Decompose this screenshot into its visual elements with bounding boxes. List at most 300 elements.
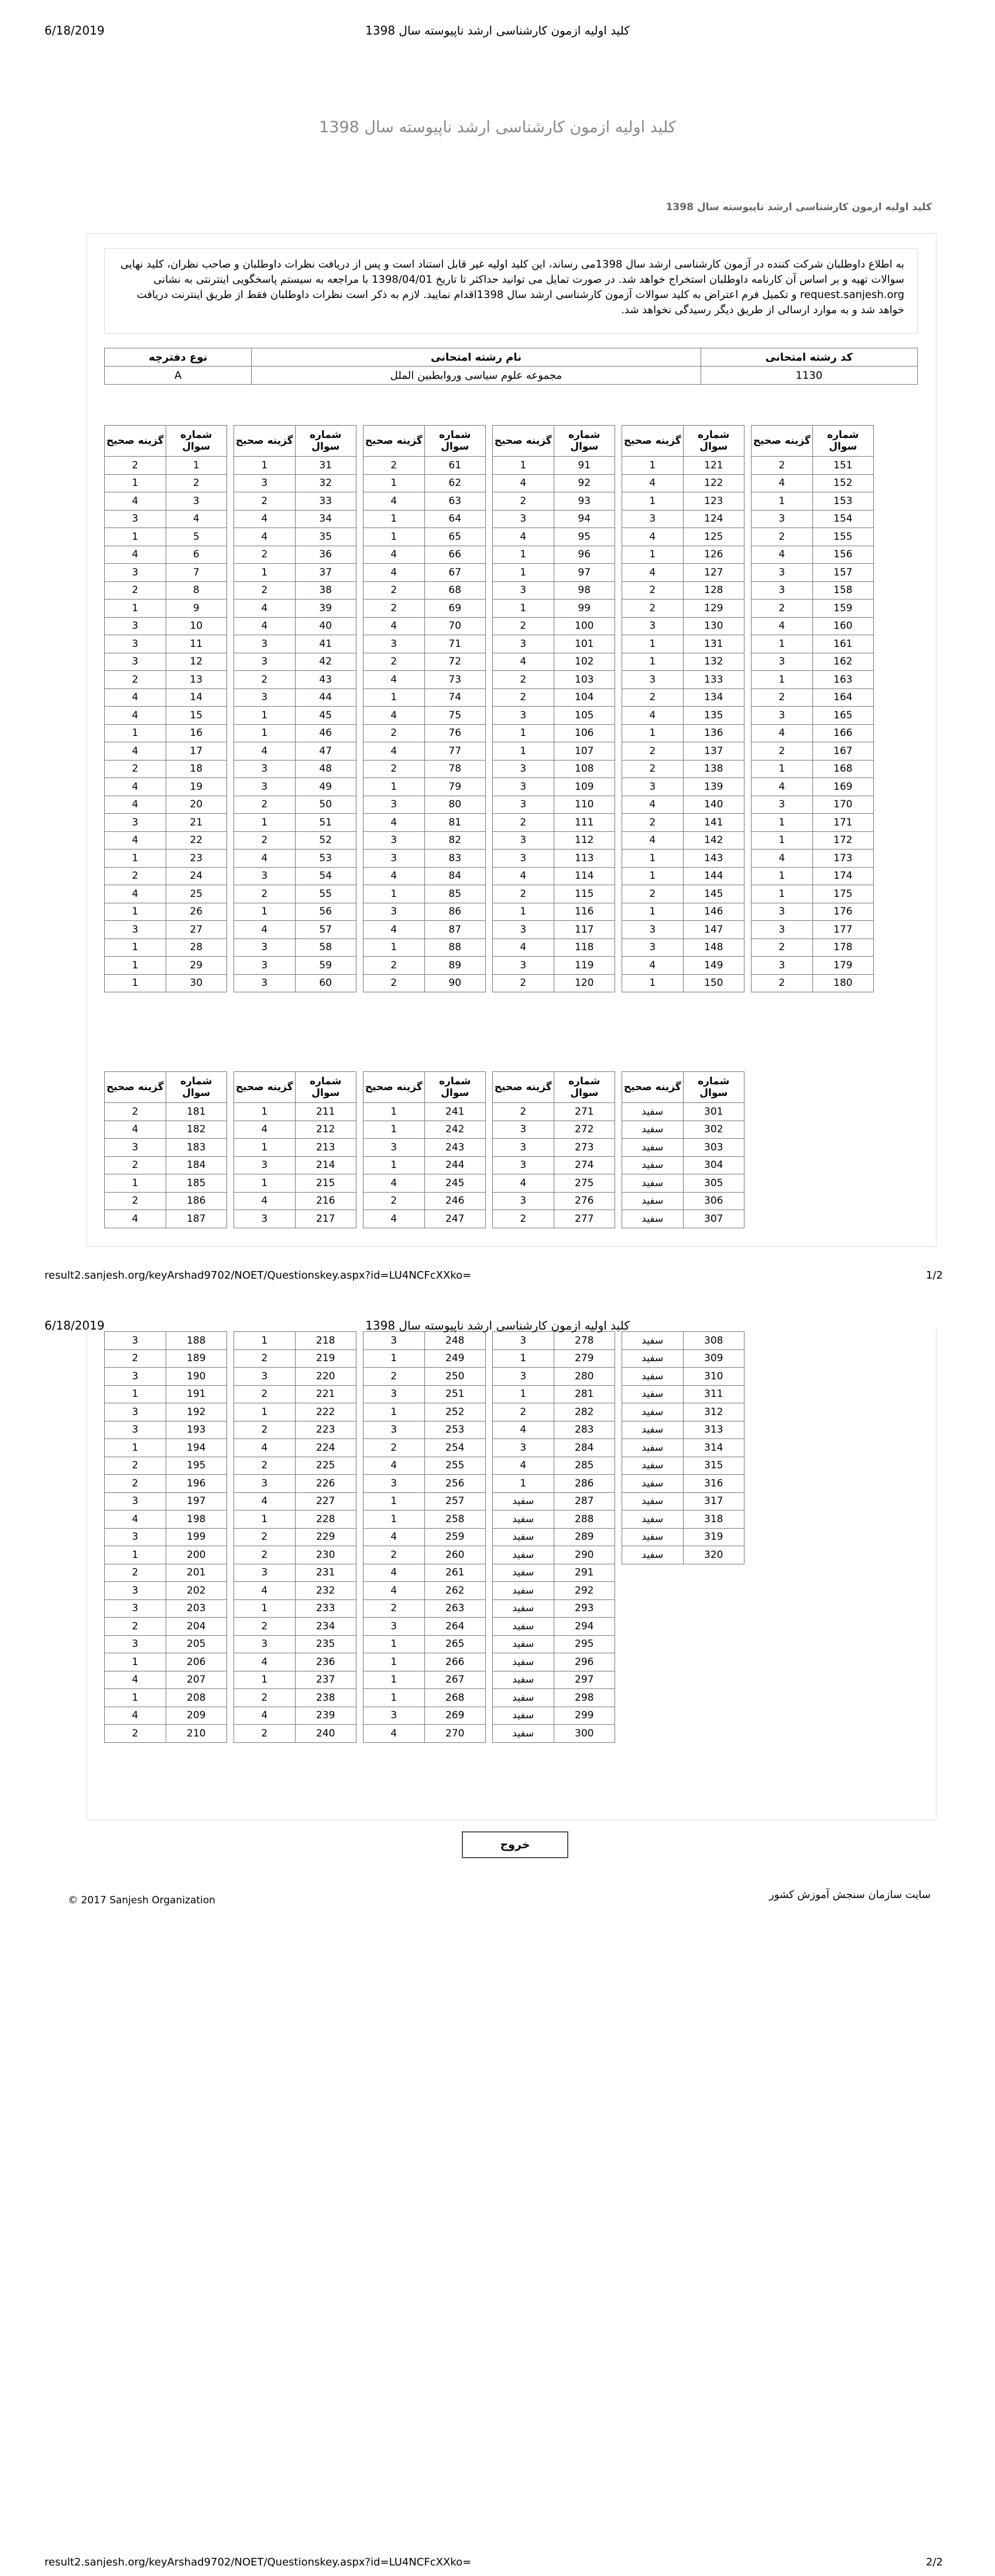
table-row xyxy=(752,492,874,511)
table-row xyxy=(363,528,486,546)
table-row xyxy=(234,492,356,511)
question-number: 140 xyxy=(683,796,744,814)
correct-answer: 3 xyxy=(752,903,813,921)
table-row xyxy=(234,849,356,868)
correct-answer: 1 xyxy=(234,1599,296,1618)
correct-answer: 2 xyxy=(105,1103,166,1121)
table-row xyxy=(493,1139,615,1157)
correct-answer: 2 xyxy=(234,796,296,814)
question-number: 178 xyxy=(812,938,874,957)
table-row xyxy=(493,796,615,814)
correct-answer: 1 xyxy=(105,957,166,975)
question-number: 2 xyxy=(166,474,227,492)
correct-answer: 1 xyxy=(105,1174,166,1193)
correct-answer: 3 xyxy=(752,796,813,814)
question-number: 58 xyxy=(295,938,356,957)
correct-answer: 3 xyxy=(493,796,554,814)
correct-answer: 1 xyxy=(363,1510,425,1529)
correct-answer: 2 xyxy=(234,1689,296,1707)
question-number: 298 xyxy=(554,1689,615,1707)
question-number: 177 xyxy=(812,921,874,939)
correct-answer: 4 xyxy=(493,1457,554,1475)
table-row xyxy=(752,707,874,725)
table-row xyxy=(105,814,227,832)
question-number: 289 xyxy=(554,1528,615,1546)
correct-answer: 2 xyxy=(622,581,684,600)
correct-answer: 4 xyxy=(105,1121,166,1139)
table-row xyxy=(234,1192,356,1210)
question-number: 12 xyxy=(166,653,227,671)
question-number: 291 xyxy=(554,1564,615,1582)
correct-answer: 4 xyxy=(363,1528,425,1546)
correct-answer: 2 xyxy=(363,1368,425,1386)
table-row xyxy=(622,671,744,689)
question-number: 281 xyxy=(554,1385,615,1403)
table-row xyxy=(363,724,486,742)
table-row xyxy=(363,831,486,849)
question-number: 306 xyxy=(683,1192,744,1210)
question-number: 104 xyxy=(554,688,615,707)
question-number: 180 xyxy=(812,974,874,992)
table-row xyxy=(493,778,615,796)
correct-answer: 1 xyxy=(622,867,684,885)
question-number: 307 xyxy=(683,1210,744,1228)
correct-answer: 3 xyxy=(105,1332,166,1350)
question-number: 138 xyxy=(683,760,744,778)
question-number: 226 xyxy=(295,1475,356,1493)
question-number: 37 xyxy=(295,564,356,582)
table-row xyxy=(493,617,615,635)
correct-answer: 4 xyxy=(622,831,684,849)
table-row xyxy=(234,1174,356,1193)
question-number: 193 xyxy=(166,1421,227,1439)
answer-table-121-150 xyxy=(622,425,744,992)
question-number: 201 xyxy=(166,1564,227,1582)
table-row xyxy=(105,778,227,796)
correct-answer: 1 xyxy=(105,600,166,618)
question-number: 273 xyxy=(554,1139,615,1157)
question-number: 274 xyxy=(554,1156,615,1174)
table-row xyxy=(234,1103,356,1121)
correct-answer: 4 xyxy=(105,1671,166,1689)
question-number: 257 xyxy=(424,1492,486,1510)
question-number: 267 xyxy=(424,1671,486,1689)
question-number: 117 xyxy=(554,921,615,939)
correct-answer: سفید xyxy=(493,1725,554,1743)
question-number: 25 xyxy=(166,885,227,903)
correct-answer: سفید xyxy=(622,1385,684,1403)
correct-answer: 3 xyxy=(105,617,166,635)
correct-answer: 2 xyxy=(363,957,425,975)
answer-table-271 xyxy=(492,1071,615,1228)
correct-answer: 1 xyxy=(493,903,554,921)
correct-answer: سفید xyxy=(622,1174,684,1193)
correct-answer: سفید xyxy=(622,1475,684,1493)
table-row xyxy=(622,564,744,582)
table-row xyxy=(234,778,356,796)
question-number: 209 xyxy=(166,1707,227,1725)
page1-date: 6/18/2019 xyxy=(44,23,105,37)
correct-answer: 3 xyxy=(363,831,425,849)
correct-answer: 3 xyxy=(105,1492,166,1510)
correct-answer: 2 xyxy=(493,1403,554,1421)
question-number: 294 xyxy=(554,1618,615,1636)
answer-table-181 xyxy=(104,1071,227,1228)
table-row xyxy=(493,1192,615,1210)
question-number: 174 xyxy=(812,867,874,885)
correct-answer: 4 xyxy=(234,510,296,528)
table-row xyxy=(234,653,356,671)
correct-answer: 3 xyxy=(622,617,684,635)
question-number: 233 xyxy=(295,1599,356,1618)
correct-answer: سفید xyxy=(622,1103,684,1121)
correct-answer: 2 xyxy=(234,1421,296,1439)
column-header-answer: گزینه صحیح xyxy=(234,1072,296,1103)
correct-answer: 2 xyxy=(493,1103,554,1121)
question-number: 16 xyxy=(166,724,227,742)
question-number: 286 xyxy=(554,1475,615,1493)
table-row xyxy=(752,564,874,582)
correct-answer: 1 xyxy=(493,1475,554,1493)
correct-answer: 3 xyxy=(363,849,425,868)
correct-answer: 2 xyxy=(234,831,296,849)
question-number: 164 xyxy=(812,688,874,707)
question-number: 262 xyxy=(424,1582,486,1600)
correct-answer: 4 xyxy=(363,707,425,725)
table-row xyxy=(752,885,874,903)
correct-answer: 4 xyxy=(234,1439,296,1457)
question-number: 46 xyxy=(295,724,356,742)
correct-answer: 2 xyxy=(752,974,813,992)
question-number: 22 xyxy=(166,831,227,849)
correct-answer: 3 xyxy=(493,921,554,939)
correct-answer: 2 xyxy=(363,1192,425,1210)
correct-answer: 3 xyxy=(105,1599,166,1618)
question-number: 308 xyxy=(683,1332,744,1350)
table-row xyxy=(622,635,744,653)
table-row xyxy=(493,1103,615,1121)
table-row xyxy=(234,635,356,653)
correct-answer: 2 xyxy=(105,1156,166,1174)
table-row xyxy=(493,510,615,528)
page2-footer-url: result2.sanjesh.org/keyArshad9702/NOET/Questionskey.aspx?id=LU4NCFcXXko= xyxy=(44,2556,472,2568)
question-number: 9 xyxy=(166,600,227,618)
question-number: 10 xyxy=(166,617,227,635)
question-number: 83 xyxy=(424,849,486,868)
question-number: 116 xyxy=(554,903,615,921)
table-row xyxy=(234,707,356,725)
answer-table-301 xyxy=(622,1071,744,1228)
table-row xyxy=(493,1156,615,1174)
question-number: 225 xyxy=(295,1457,356,1475)
question-number: 100 xyxy=(554,617,615,635)
question-number: 65 xyxy=(424,528,486,546)
correct-answer: 2 xyxy=(622,742,684,761)
correct-answer: 3 xyxy=(234,1156,296,1174)
exit-button[interactable]: خروج xyxy=(462,1831,568,1858)
question-number: 30 xyxy=(166,974,227,992)
correct-answer: 2 xyxy=(363,653,425,671)
table-row xyxy=(363,653,486,671)
question-number: 63 xyxy=(424,492,486,511)
info-header-code: کد رشته امتحانی xyxy=(701,348,917,366)
table-row xyxy=(493,921,615,939)
question-number: 293 xyxy=(554,1599,615,1618)
question-number: 41 xyxy=(295,635,356,653)
correct-answer: 3 xyxy=(234,1210,296,1228)
correct-answer: 3 xyxy=(363,1707,425,1725)
question-number: 158 xyxy=(812,581,874,600)
correct-answer: 1 xyxy=(363,1403,425,1421)
table-row xyxy=(363,903,486,921)
question-number: 204 xyxy=(166,1618,227,1636)
question-number: 234 xyxy=(295,1618,356,1636)
correct-answer: سفید xyxy=(493,1528,554,1546)
table-row xyxy=(105,1121,227,1139)
correct-answer: 1 xyxy=(493,546,554,564)
question-number: 29 xyxy=(166,957,227,975)
correct-answer: سفید xyxy=(622,1139,684,1157)
question-number: 265 xyxy=(424,1635,486,1653)
question-number: 185 xyxy=(166,1174,227,1193)
table-row xyxy=(234,510,356,528)
correct-answer: 3 xyxy=(105,1368,166,1386)
question-number: 176 xyxy=(812,903,874,921)
column-header-question: شماره سوال xyxy=(295,1072,356,1103)
correct-answer: 1 xyxy=(752,885,813,903)
table-row xyxy=(234,921,356,939)
correct-answer: 4 xyxy=(363,1457,425,1475)
question-number: 297 xyxy=(554,1671,615,1689)
correct-answer: 3 xyxy=(493,707,554,725)
correct-answer: سفید xyxy=(493,1510,554,1529)
question-number: 97 xyxy=(554,564,615,582)
table-row xyxy=(234,546,356,564)
table-row xyxy=(752,528,874,546)
correct-answer: 1 xyxy=(363,1156,425,1174)
question-number: 231 xyxy=(295,1564,356,1582)
question-number: 135 xyxy=(683,707,744,725)
question-number: 118 xyxy=(554,938,615,957)
question-number: 132 xyxy=(683,653,744,671)
column-header-question: شماره سوال xyxy=(554,426,615,457)
question-number: 292 xyxy=(554,1582,615,1600)
question-number: 34 xyxy=(295,510,356,528)
table-row xyxy=(234,564,356,582)
question-number: 236 xyxy=(295,1653,356,1671)
table-row xyxy=(105,867,227,885)
question-number: 197 xyxy=(166,1492,227,1510)
answer-table-151-180 xyxy=(751,425,874,992)
answer-table-31-60 xyxy=(234,425,356,992)
table-row xyxy=(363,867,486,885)
question-number: 195 xyxy=(166,1457,227,1475)
correct-answer: 1 xyxy=(363,510,425,528)
question-number: 49 xyxy=(295,778,356,796)
question-number: 92 xyxy=(554,474,615,492)
correct-answer: 2 xyxy=(493,617,554,635)
question-number: 61 xyxy=(424,457,486,475)
correct-answer: 3 xyxy=(752,653,813,671)
correct-answer: 3 xyxy=(234,688,296,707)
question-number: 59 xyxy=(295,957,356,975)
correct-answer: 4 xyxy=(105,688,166,707)
question-number: 187 xyxy=(166,1210,227,1228)
question-number: 64 xyxy=(424,510,486,528)
correct-answer: 1 xyxy=(493,742,554,761)
question-number: 269 xyxy=(424,1707,486,1725)
table-row xyxy=(363,849,486,868)
table-row xyxy=(234,724,356,742)
table-row xyxy=(363,635,486,653)
correct-answer: 3 xyxy=(234,474,296,492)
column-header-question: شماره سوال xyxy=(683,426,744,457)
correct-answer: 3 xyxy=(105,1139,166,1157)
correct-answer: 4 xyxy=(752,617,813,635)
correct-answer: 2 xyxy=(105,1618,166,1636)
question-number: 194 xyxy=(166,1439,227,1457)
question-number: 44 xyxy=(295,688,356,707)
correct-answer: 4 xyxy=(363,921,425,939)
question-number: 111 xyxy=(554,814,615,832)
correct-answer: 3 xyxy=(493,831,554,849)
question-number: 80 xyxy=(424,796,486,814)
question-number: 60 xyxy=(295,974,356,992)
correct-answer: 1 xyxy=(363,885,425,903)
question-number: 81 xyxy=(424,814,486,832)
correct-answer: سفید xyxy=(493,1492,554,1510)
question-number: 191 xyxy=(166,1385,227,1403)
correct-answer: سفید xyxy=(622,1210,684,1228)
table-row xyxy=(105,1174,227,1193)
question-number: 190 xyxy=(166,1368,227,1386)
correct-answer: 3 xyxy=(622,938,684,957)
question-number: 238 xyxy=(295,1689,356,1707)
question-number: 272 xyxy=(554,1121,615,1139)
correct-answer: 1 xyxy=(234,564,296,582)
correct-answer: 2 xyxy=(105,867,166,885)
table-row xyxy=(752,600,874,618)
question-number: 24 xyxy=(166,867,227,885)
question-number: 217 xyxy=(295,1210,356,1228)
correct-answer: 1 xyxy=(752,867,813,885)
correct-answer: 2 xyxy=(622,600,684,618)
correct-answer: 4 xyxy=(493,1174,554,1193)
correct-answer: 4 xyxy=(363,867,425,885)
question-number: 172 xyxy=(812,831,874,849)
correct-answer: 2 xyxy=(363,974,425,992)
table-row xyxy=(622,546,744,564)
question-number: 207 xyxy=(166,1671,227,1689)
table-row xyxy=(493,760,615,778)
correct-answer: 1 xyxy=(234,1671,296,1689)
correct-answer: 2 xyxy=(493,492,554,511)
table-row xyxy=(234,796,356,814)
correct-answer: 4 xyxy=(363,564,425,582)
question-number: 94 xyxy=(554,510,615,528)
question-number: 263 xyxy=(424,1599,486,1618)
table-row xyxy=(622,707,744,725)
question-number: 82 xyxy=(424,831,486,849)
correct-answer: 2 xyxy=(234,885,296,903)
correct-answer: 1 xyxy=(363,688,425,707)
correct-answer: 2 xyxy=(234,492,296,511)
correct-answer: 1 xyxy=(752,814,813,832)
table-row xyxy=(493,564,615,582)
question-number: 56 xyxy=(295,903,356,921)
question-number: 259 xyxy=(424,1528,486,1546)
question-number: 258 xyxy=(424,1510,486,1529)
question-number: 79 xyxy=(424,778,486,796)
table-row xyxy=(622,457,744,475)
correct-answer: 4 xyxy=(105,546,166,564)
question-number: 57 xyxy=(295,921,356,939)
table-row xyxy=(234,867,356,885)
table-row xyxy=(622,492,744,511)
table-row xyxy=(493,457,615,475)
table-row xyxy=(622,688,744,707)
table-row xyxy=(752,546,874,564)
table-row xyxy=(622,1174,744,1193)
correct-answer: 1 xyxy=(234,1510,296,1529)
correct-answer: 3 xyxy=(493,849,554,868)
question-number: 130 xyxy=(683,617,744,635)
question-number: 317 xyxy=(683,1492,744,1510)
table-row xyxy=(493,492,615,511)
table-row xyxy=(622,653,744,671)
question-number: 206 xyxy=(166,1653,227,1671)
correct-answer: سفید xyxy=(622,1332,684,1350)
question-number: 170 xyxy=(812,796,874,814)
table-row xyxy=(493,688,615,707)
question-number: 129 xyxy=(683,600,744,618)
correct-answer: 4 xyxy=(363,546,425,564)
correct-answer: سفید xyxy=(622,1192,684,1210)
correct-answer: 3 xyxy=(234,778,296,796)
correct-answer: سفید xyxy=(493,1618,554,1636)
correct-answer: 1 xyxy=(752,760,813,778)
correct-answer: 2 xyxy=(622,760,684,778)
correct-answer: 2 xyxy=(363,457,425,475)
table-row xyxy=(363,921,486,939)
correct-answer: 2 xyxy=(234,1725,296,1743)
table-row xyxy=(622,1210,744,1228)
question-number: 84 xyxy=(424,867,486,885)
table-row xyxy=(105,974,227,992)
correct-answer: 3 xyxy=(493,581,554,600)
correct-answer: 2 xyxy=(105,1725,166,1743)
correct-answer: 4 xyxy=(493,528,554,546)
table-row xyxy=(622,957,744,975)
question-number: 101 xyxy=(554,635,615,653)
question-number: 256 xyxy=(424,1475,486,1493)
table-row xyxy=(493,885,615,903)
table-row xyxy=(363,474,486,492)
question-number: 103 xyxy=(554,671,615,689)
table-row xyxy=(622,921,744,939)
question-number: 304 xyxy=(683,1156,744,1174)
question-number: 147 xyxy=(683,921,744,939)
correct-answer: 1 xyxy=(363,474,425,492)
question-number: 223 xyxy=(295,1421,356,1439)
sanjesh-site-link[interactable]: سایت سازمان سنجش آموزش کشور xyxy=(768,1889,931,1901)
correct-answer: 1 xyxy=(105,528,166,546)
column-header-question: شماره سوال xyxy=(683,1072,744,1103)
table-row xyxy=(363,760,486,778)
table-row xyxy=(493,474,615,492)
table-row xyxy=(363,938,486,957)
table-row xyxy=(752,510,874,528)
